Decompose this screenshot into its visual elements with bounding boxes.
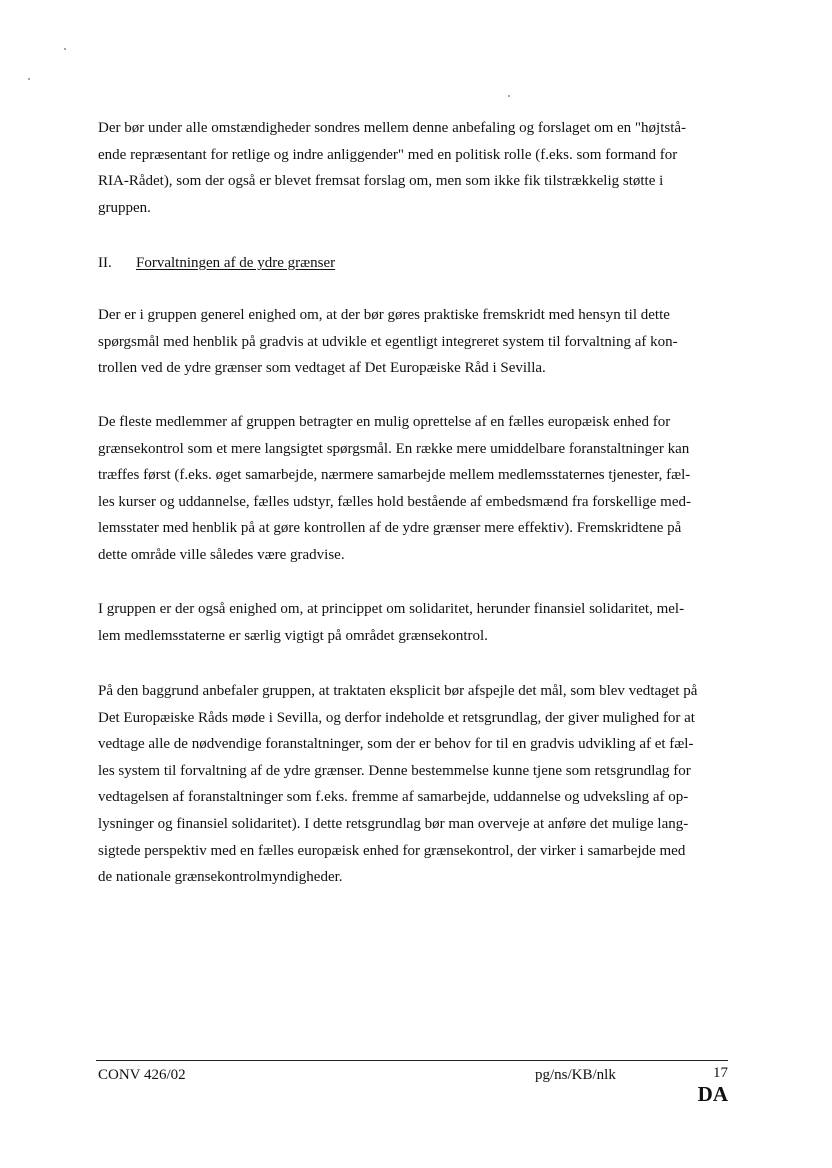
text-line: grænsekontrol som et mere langsigtet spørgsmål. En række mere umiddelbare foranstaltninger kan: [98, 440, 690, 457]
text-line: I gruppen er der også enighed om, at princippet om solidaritet, herunder finansiel solidaritet, mel-: [98, 601, 685, 617]
text-line: På den baggrund anbefaler gruppen, at traktaten eksplicit bør afspejle det mål, som blev vedtaget på: [98, 683, 698, 699]
footer-initials: pg/ns/KB/nlk: [535, 1067, 616, 1083]
text-line: De fleste medlemmer af gruppen betragter en mulig oprettelse af en fælles europæisk enhed for: [98, 414, 671, 430]
text-line: sigtede perspektiv med en fælles europæisk enhed for grænsekontrol, der virker i samarbejde med: [98, 842, 686, 859]
section-title: Forvaltningen af de ydre grænser: [136, 255, 336, 271]
text-line: vedtage alle de nødvendige foranstaltninger, som der er behov for til en gradvis udvikling af et fæl-: [98, 736, 694, 753]
paragraph-border-unit: [98, 409, 738, 569]
paragraph-integrated-system: [98, 302, 738, 382]
text-line: RIA-Rådet), som der også er blevet fremsat forslag om, men som ikke fik tilstrækkelig støtte i: [98, 173, 664, 190]
text-line: les system til forvaltning af de ydre grænser. Denne bestemmelse kunne tjene som retsgrundlag for: [98, 762, 691, 779]
text-line: Der bør under alle omstændigheder sondres mellem denne anbefaling og forslaget om en "højtstå-: [98, 120, 687, 136]
footer-doc-ref: CONV 426/02: [98, 1067, 186, 1083]
footer-divider: [96, 1060, 728, 1061]
section-number: II.: [98, 255, 112, 271]
text-line: les kurser og uddannelse, fælles udstyr, fælles hold bestående af embedsmænd fra forskellige med-: [98, 493, 691, 510]
footer-page-number: 17: [713, 1065, 728, 1081]
text-line: lysninger og finansiel solidaritet). I dette retsgrundlag bør man overveje at anføre det mulige lang-: [98, 815, 689, 832]
section-heading: [98, 250, 335, 276]
text-line: ende repræsentant for retlige og indre anliggender" med en politisk rolle (f.eks. som formand for: [98, 146, 678, 163]
text-line: træffes først (f.eks. øget samarbejde, nærmere samarbejde mellem medlemsstaternes tjenester, fæl-: [98, 467, 691, 484]
text-line: lemsstater med henblik på at gøre kontrollen af de ydre grænser mere effektiv). Fremskridtene på: [98, 520, 682, 537]
text-line: spørgsmål med henblik på gradvis at udvikle et egentligt integreret system til forvaltning af kon-: [98, 333, 678, 350]
text-line: lem medlemsstaterne er særlig vigtigt på området grænsekontrol.: [98, 627, 488, 644]
text-line: gruppen.: [98, 199, 151, 216]
text-line: trollen ved de ydre grænser som vedtaget af Det Europæiske Råd i Sevilla.: [98, 360, 546, 377]
paragraph-representative: [98, 115, 738, 221]
scan-speck: [64, 48, 66, 50]
text-line: Der er i gruppen generel enighed om, at der bør gøres praktiske fremskridt med hensyn til dette: [98, 307, 670, 323]
footer-language-code: DA: [697, 1082, 728, 1106]
text-line: Det Europæiske Råds møde i Sevilla, og derfor indeholde et retsgrundlag, der giver mulighed for at: [98, 709, 695, 726]
text-line: de nationale grænsekontrolmyndigheder.: [98, 869, 343, 886]
paragraph-solidarity: [98, 596, 738, 649]
scan-speck: [28, 78, 30, 80]
scan-speck: [508, 95, 510, 97]
text-line: dette område ville således være gradvise.: [98, 546, 345, 563]
paragraph-recommendation: [98, 678, 738, 891]
text-line: vedtagelsen af foranstaltninger som f.eks. fremme af samarbejde, uddannelse og udveksling af op-: [98, 789, 689, 806]
